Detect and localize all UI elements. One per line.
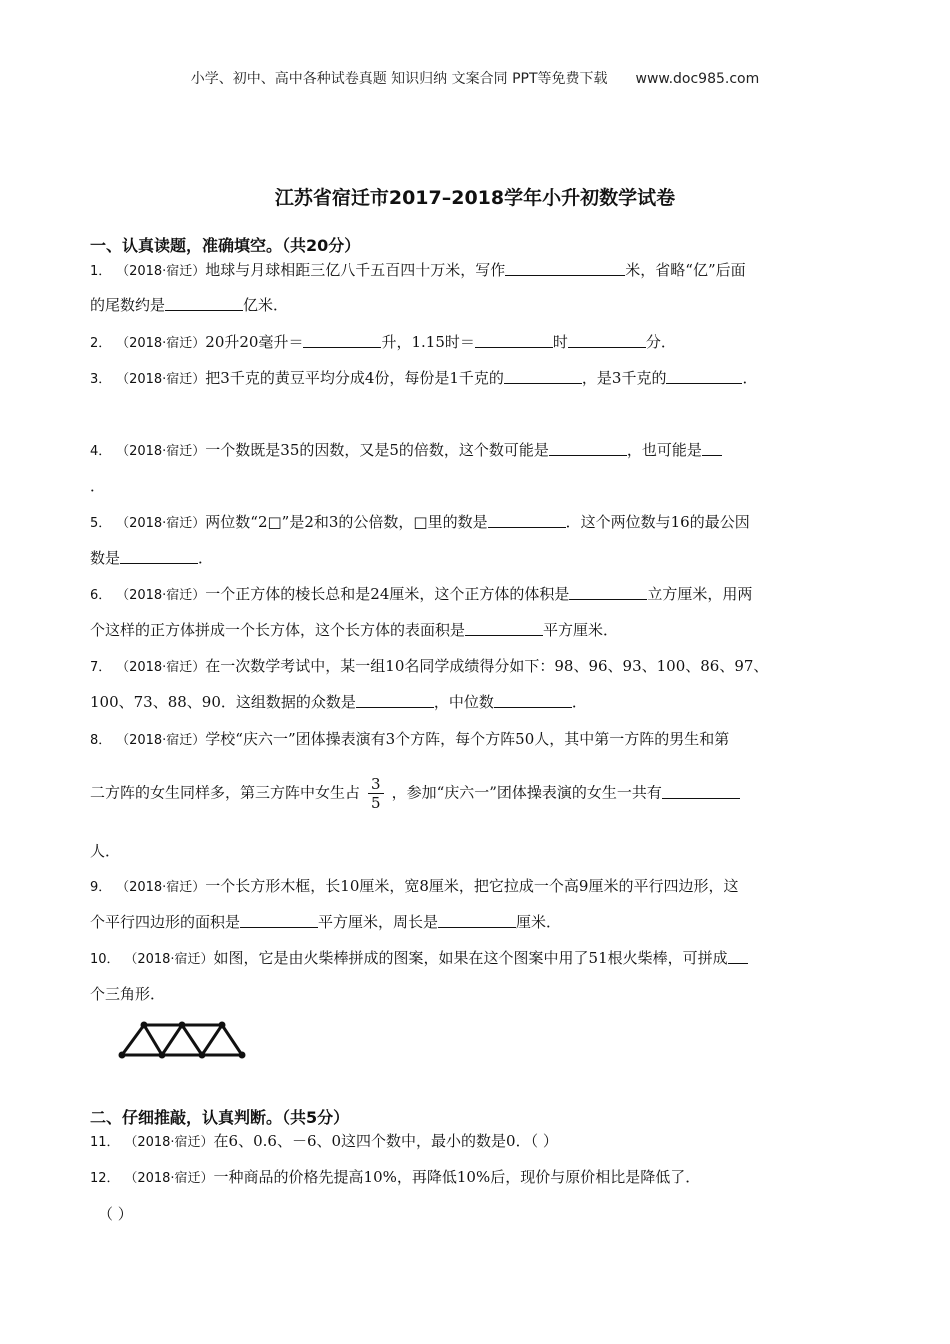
question-source: （2018·宿迁） xyxy=(116,880,206,895)
question-number: 6． xyxy=(90,588,112,603)
question-3: 3． （2018·宿迁）把3千克的黄豆平均分成4份，每份是1千克的 ，是3千克的 ． xyxy=(90,369,758,387)
matchstick-triangles-figure xyxy=(112,1017,252,1067)
question-source: （2018·宿迁） xyxy=(116,660,206,675)
question-11: 11． （2018·宿迁）在6、0.6、－6、0这四个数中，最小的数是0．（ ） xyxy=(90,1132,558,1150)
question-6-cont: 个这样的正方体拼成一个长方体，这个长方体的表面积是 平方厘米． xyxy=(90,621,619,639)
answer-blank[interactable] xyxy=(465,621,543,636)
answer-blank[interactable] xyxy=(702,441,722,456)
question-source: （2018·宿迁） xyxy=(116,516,206,531)
question-number: 9． xyxy=(90,880,112,895)
question-number: 3． xyxy=(90,372,112,387)
question-source: （2018·宿迁） xyxy=(124,1171,214,1186)
fraction-numerator: 3 xyxy=(368,775,384,794)
answer-blank[interactable] xyxy=(240,913,318,928)
question-number: 1． xyxy=(90,264,112,279)
question-8-cont: 二方阵的女生同样多，第三方阵中女生占 $\frac{3}{5}$ ，参加“庆六一”团体操表演的女生一共有 xyxy=(90,775,865,812)
page-title: 江苏省宿迁市2017–2018学年小升初数学试卷 xyxy=(274,187,676,209)
question-source: （2018·宿迁） xyxy=(116,444,206,459)
section-2-heading: 二、仔细推敲，认真判断。（共5分） xyxy=(90,1108,350,1127)
answer-blank[interactable] xyxy=(165,296,243,311)
question-10-cont: 个三角形． xyxy=(90,985,166,1003)
question-8-cont2: 人． xyxy=(90,842,121,860)
header-site[interactable]: www.doc985.com xyxy=(635,71,760,87)
question-8: 8． （2018·宿迁）学校“庆六一”团体操表演有3个方阵，每个方阵50人，其中第一方阵的男生和第 xyxy=(90,730,730,748)
question-12-answer-parens[interactable]: （ ） xyxy=(98,1205,133,1223)
question-number: 11． xyxy=(90,1135,120,1150)
question-source: （2018·宿迁） xyxy=(116,336,206,351)
question-source: （2018·宿迁） xyxy=(124,1135,214,1150)
question-9: 9． （2018·宿迁）一个长方形木框，长10厘米，宽8厘米，把它拉成一个高9厘米的平行四边形，这 xyxy=(90,877,739,895)
question-number: 5． xyxy=(90,516,112,531)
question-source: （2018·宿迁） xyxy=(116,733,206,748)
question-2: 2． （2018·宿迁）20升20毫升＝ 升，1.15时＝ 时 分． xyxy=(90,333,676,351)
page-header xyxy=(0,68,950,88)
fraction xyxy=(368,775,384,812)
answer-blank[interactable] xyxy=(488,513,566,528)
question-source: （2018·宿迁） xyxy=(124,952,214,967)
answer-blank[interactable] xyxy=(494,693,572,708)
answer-blank[interactable] xyxy=(666,369,742,384)
question-number: 12． xyxy=(90,1171,120,1186)
question-1: 1． （2018·宿迁）地球与月球相距三亿八千五百四十万米，写作 米，省略“亿”后面 xyxy=(90,261,746,279)
answer-blank[interactable] xyxy=(504,369,582,384)
answer-blank[interactable] xyxy=(475,333,553,348)
answer-blank[interactable] xyxy=(662,784,740,799)
answer-blank[interactable] xyxy=(303,333,381,348)
question-12: 12． （2018·宿迁）一种商品的价格先提高10%，再降低10%后，现价与原价相比是降低了． xyxy=(90,1168,701,1186)
question-source: （2018·宿迁） xyxy=(116,588,206,603)
question-4-cont: ． xyxy=(90,477,106,495)
answer-blank[interactable] xyxy=(568,333,646,348)
answer-blank[interactable] xyxy=(356,693,434,708)
answer-blank[interactable] xyxy=(569,585,647,600)
question-10: 10． （2018·宿迁）如图，它是由火柴棒拼成的图案，如果在这个图案中用了51根火柴棒，可拼成 xyxy=(90,947,865,968)
question-source: （2018·宿迁） xyxy=(116,372,206,387)
question-7-cont: 100、73、88、90．这组数据的众数是 ，中位数 ． xyxy=(90,693,587,711)
question-number: 10． xyxy=(90,952,120,967)
question-1-cont: 的尾数约是 亿米． xyxy=(90,296,289,314)
header-text: 小学、初中、高中各种试卷真题 知识归纳 文案合同 PPT等免费下载 xyxy=(190,71,608,87)
answer-blank[interactable] xyxy=(120,549,198,564)
question-number: 7． xyxy=(90,660,112,675)
section-1-heading: 一、认真读题，准确填空。（共20分） xyxy=(90,236,361,255)
answer-blank[interactable] xyxy=(505,261,625,276)
question-4: 4． （2018·宿迁）一个数既是35的因数，又是5的倍数，这个数可能是 ，也可能是 xyxy=(90,439,865,460)
question-5-cont: 数是 ． xyxy=(90,549,214,567)
question-number: 8． xyxy=(90,733,112,748)
answer-blank[interactable] xyxy=(549,441,627,456)
question-5: 5． （2018·宿迁）两位数“2□”是2和3的公倍数，□里的数是 ．这个两位数与16的最公因 xyxy=(90,513,750,531)
question-source: （2018·宿迁） xyxy=(116,264,206,279)
answer-blank[interactable] xyxy=(728,949,748,964)
question-number: 4． xyxy=(90,444,112,459)
question-6: 6． （2018·宿迁）一个正方体的棱长总和是24厘米，这个正方体的体积是 立方厘米，用两 xyxy=(90,585,753,603)
question-9-cont: 个平行四边形的面积是 平方厘米，周长是 厘米． xyxy=(90,913,562,931)
question-7: 7． （2018·宿迁）在一次数学考试中，某一组10名同学成绩得分如下：98、96、93、100、86、97、 xyxy=(90,657,769,675)
question-number: 2． xyxy=(90,336,112,351)
answer-blank[interactable] xyxy=(438,913,516,928)
fraction-denominator: 5 xyxy=(371,794,381,812)
